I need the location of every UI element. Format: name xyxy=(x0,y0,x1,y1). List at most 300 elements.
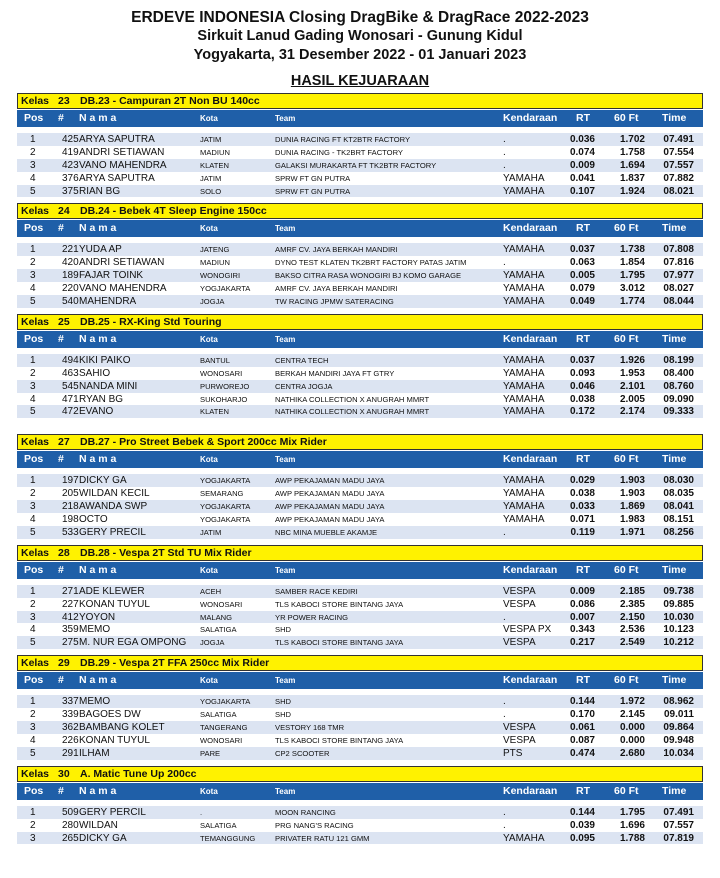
cell-time: 08.044 xyxy=(663,296,694,308)
cell-vehicle: PTS xyxy=(503,747,523,759)
result-row xyxy=(17,487,703,500)
column-header-time: Time xyxy=(662,332,687,345)
cell-rt: 0.079 xyxy=(569,283,595,295)
column-header-ft60: 60 Ft xyxy=(614,563,639,576)
cell-time: 09.738 xyxy=(663,585,694,597)
cell-city: PARE xyxy=(200,748,221,758)
cell-rt: 0.039 xyxy=(569,819,595,831)
cell-city: MADIUN xyxy=(200,258,230,268)
cell-pos: 5 xyxy=(30,637,36,649)
results-rows xyxy=(17,585,703,649)
column-header-time: Time xyxy=(662,222,687,235)
kelas-label: Kelas xyxy=(21,657,50,670)
cell-ft: 1.758 xyxy=(619,146,645,158)
column-header-rt: RT xyxy=(576,563,590,576)
kelas-label: Kelas xyxy=(21,205,50,218)
cell-city: MALANG xyxy=(200,612,233,622)
cell-time: 07.816 xyxy=(663,257,694,269)
cell-time: 08.035 xyxy=(663,488,694,500)
column-header-row xyxy=(17,783,703,800)
cell-vehicle: . xyxy=(503,709,506,721)
result-row xyxy=(17,500,703,513)
column-header-no: # xyxy=(58,332,64,345)
cell-rt: 0.033 xyxy=(569,501,595,513)
cell-pos: 4 xyxy=(30,514,36,526)
cell-vehicle: . xyxy=(503,146,506,158)
cell-no: 375 xyxy=(62,185,79,197)
column-header-no: # xyxy=(58,784,64,797)
cell-vehicle: VESPA xyxy=(503,722,536,734)
cell-time: 08.962 xyxy=(663,696,694,708)
cell-name: DICKY GA xyxy=(79,832,127,844)
cell-team: DUNIA RACING FT KT2BTR FACTORY xyxy=(275,135,411,144)
cell-vehicle: VESPA PX xyxy=(503,624,552,636)
cell-name: WILDAN xyxy=(79,819,118,831)
cell-pos: 2 xyxy=(30,367,36,379)
kelas-label: Kelas xyxy=(21,546,50,559)
cell-name: ILHAM xyxy=(79,747,110,759)
cell-pos: 2 xyxy=(30,257,36,269)
cell-city: SALATIGA xyxy=(200,710,237,720)
cell-name: KIKI PAIKO xyxy=(79,354,131,366)
cell-vehicle: VESPA xyxy=(503,734,536,746)
cell-city: MADIUN xyxy=(200,147,230,157)
cell-city: WONOSARI xyxy=(200,599,243,609)
cell-rt: 0.007 xyxy=(569,611,595,623)
column-header-pos: Pos xyxy=(24,784,44,797)
cell-team: DYNO TEST KLATEN TK2BRT FACTORY PATAS JATIM xyxy=(275,258,467,268)
result-row xyxy=(17,819,703,832)
column-header-pos: Pos xyxy=(24,222,44,235)
cell-ft: 1.696 xyxy=(619,819,645,831)
cell-time: 07.557 xyxy=(663,819,694,831)
column-header-city: Kota xyxy=(200,334,218,344)
cell-ft: 2.005 xyxy=(619,393,645,405)
cell-team: GALAKSI MURAKARTA FT TK2BTR FACTORY xyxy=(275,160,437,170)
column-header-rt: RT xyxy=(576,784,590,797)
column-header-time: Time xyxy=(662,563,687,576)
cell-time: 10.034 xyxy=(663,747,694,759)
class-title-bar xyxy=(17,203,703,219)
result-row xyxy=(17,282,703,295)
cell-no: 545 xyxy=(62,380,79,392)
cell-rt: 0.005 xyxy=(569,270,595,282)
cell-no: 376 xyxy=(62,172,79,184)
class-title-bar xyxy=(17,545,703,561)
cell-name: ANDRI SETIAWAN xyxy=(79,257,165,269)
cell-time: 07.977 xyxy=(663,270,694,282)
cell-time: 08.021 xyxy=(663,185,694,197)
result-row xyxy=(17,611,703,624)
column-header-row xyxy=(17,451,703,468)
cell-city: YOGJAKARTA xyxy=(200,284,251,294)
cell-pos: 5 xyxy=(30,296,36,308)
cell-pos: 3 xyxy=(30,380,36,392)
column-header-time: Time xyxy=(662,674,687,687)
cell-vehicle: YAMAHA xyxy=(503,380,545,392)
cell-name: BAMBANG KOLET xyxy=(79,722,165,734)
cell-city: SUKOHARJO xyxy=(200,394,248,404)
result-row xyxy=(17,354,703,367)
result-row xyxy=(17,708,703,721)
cell-name: M. NUR EGA OMPONG xyxy=(79,637,187,649)
cell-pos: 2 xyxy=(30,598,36,610)
cell-vehicle: . xyxy=(503,696,506,708)
column-header-rt: RT xyxy=(576,332,590,345)
class-section xyxy=(17,203,703,313)
results-rows xyxy=(17,243,703,307)
cell-name: VANO MAHENDRA xyxy=(79,159,167,171)
column-header-no: # xyxy=(58,674,64,687)
cell-no: 197 xyxy=(62,475,79,487)
cell-team: DUNIA RACING - TK2BRT FACTORY xyxy=(275,147,403,157)
column-header-city: Kota xyxy=(200,455,218,465)
cell-time: 07.491 xyxy=(663,134,694,145)
column-header-vehicle: Kendaraan xyxy=(503,112,558,124)
cell-team: PRIVATER RATU 121 GMM xyxy=(275,833,370,843)
cell-rt: 0.144 xyxy=(569,696,595,708)
cell-ft: 1.854 xyxy=(619,257,645,269)
cell-vehicle: VESPA xyxy=(503,598,536,610)
cell-city: YOGJAKARTA xyxy=(200,697,251,707)
class-title-bar xyxy=(17,93,703,109)
cell-name: MEMO xyxy=(79,624,111,636)
column-header-name: N a m a xyxy=(79,332,117,345)
cell-ft: 2.174 xyxy=(619,406,645,418)
cell-no: 280 xyxy=(62,819,79,831)
cell-team: PRG NANG'S RACING xyxy=(275,820,354,830)
column-header-ft60: 60 Ft xyxy=(614,112,639,124)
cell-pos: 1 xyxy=(30,585,36,597)
cell-team: TLS KABOCI STORE BINTANG JAYA xyxy=(275,735,404,745)
cell-city: YOGJAKARTA xyxy=(200,515,251,525)
column-header-rt: RT xyxy=(576,222,590,235)
result-row xyxy=(17,146,703,159)
cell-vehicle: YAMAHA xyxy=(503,270,545,282)
cell-name: AWANDA SWP xyxy=(79,501,148,513)
cell-name: FAJAR TOINK xyxy=(79,270,144,282)
class-section xyxy=(17,766,703,851)
cell-pos: 3 xyxy=(30,501,36,513)
cell-no: 463 xyxy=(62,367,79,379)
cell-pos: 4 xyxy=(30,624,36,636)
cell-pos: 4 xyxy=(30,393,36,405)
cell-rt: 0.144 xyxy=(569,806,595,818)
cell-pos: 1 xyxy=(30,475,36,487)
cell-city: JATIM xyxy=(200,527,222,537)
cell-name: SAHIO xyxy=(79,367,111,379)
result-row xyxy=(17,295,703,308)
class-name: DB.25 - RX-King Std Touring xyxy=(80,315,222,328)
cell-ft: 2.150 xyxy=(619,611,645,623)
results-rows xyxy=(17,474,703,538)
cell-no: 420 xyxy=(62,257,79,269)
cell-no: 220 xyxy=(62,283,79,295)
cell-vehicle: YAMAHA xyxy=(503,475,545,487)
cell-team: SPRW FT GN PUTRA xyxy=(275,186,351,196)
class-title-bar xyxy=(17,655,703,671)
class-number: 28 xyxy=(58,546,70,559)
class-section xyxy=(17,434,703,544)
cell-name: YOYON xyxy=(79,611,116,623)
cell-time: 07.557 xyxy=(663,159,694,171)
cell-vehicle: YAMAHA xyxy=(503,354,545,366)
cell-rt: 0.037 xyxy=(569,354,595,366)
column-header-no: # xyxy=(58,453,64,466)
cell-vehicle: VESPA xyxy=(503,585,536,597)
cell-city: SALATIGA xyxy=(200,820,237,830)
cell-pos: 3 xyxy=(30,611,36,623)
result-row xyxy=(17,380,703,393)
cell-rt: 0.172 xyxy=(569,406,595,418)
cell-name: VANO MAHENDRA xyxy=(79,283,167,295)
cell-rt: 0.049 xyxy=(569,296,595,308)
cell-name: ANDRI SETIAWAN xyxy=(79,146,165,158)
class-name: DB.27 - Pro Street Bebek & Sport 200cc Mix Rider xyxy=(80,436,327,449)
cell-time: 07.819 xyxy=(663,832,694,844)
cell-vehicle: YAMAHA xyxy=(503,172,545,184)
cell-ft: 0.000 xyxy=(619,734,645,746)
cell-rt: 0.009 xyxy=(569,159,595,171)
cell-rt: 0.038 xyxy=(569,393,595,405)
cell-city: KLATEN xyxy=(200,160,229,170)
cell-time: 08.151 xyxy=(663,514,694,526)
cell-name: BAGOES DW xyxy=(79,709,141,721)
cell-rt: 0.119 xyxy=(570,526,595,538)
cell-vehicle: YAMAHA xyxy=(503,185,545,197)
cell-team: AWP PEKAJAMAN MADU JAYA xyxy=(275,476,385,486)
cell-rt: 0.041 xyxy=(569,172,595,184)
cell-pos: 1 xyxy=(30,696,36,708)
cell-city: JOGJA xyxy=(200,297,225,307)
cell-team: AWP PEKAJAMAN MADU JAYA xyxy=(275,502,385,512)
column-header-team: Team xyxy=(275,224,296,234)
cell-time: 08.030 xyxy=(663,475,694,487)
column-header-time: Time xyxy=(662,453,687,466)
column-header-team: Team xyxy=(275,114,296,123)
column-header-ft60: 60 Ft xyxy=(614,332,639,345)
cell-pos: 2 xyxy=(30,709,36,721)
result-row xyxy=(17,474,703,487)
class-name: DB.23 - Campuran 2T Non BU 140cc xyxy=(80,95,260,107)
cell-ft: 1.788 xyxy=(619,832,645,844)
cell-pos: 5 xyxy=(30,747,36,759)
result-row xyxy=(17,513,703,526)
cell-name: GERY PRECIL xyxy=(79,526,146,538)
cell-pos: 4 xyxy=(30,283,36,295)
cell-name: NANDA MINI xyxy=(79,380,138,392)
cell-name: YUDA AP xyxy=(79,244,122,256)
class-section xyxy=(17,314,703,424)
cell-pos: 4 xyxy=(30,172,36,184)
cell-city: ACEH xyxy=(200,586,222,596)
column-header-rt: RT xyxy=(576,453,590,466)
column-header-name: N a m a xyxy=(79,453,117,466)
cell-ft: 1.795 xyxy=(619,806,645,818)
column-header-team: Team xyxy=(275,565,296,575)
cell-ft: 1.903 xyxy=(619,488,645,500)
column-header-team: Team xyxy=(275,334,296,344)
cell-ft: 1.702 xyxy=(619,134,645,145)
cell-ft: 2.145 xyxy=(619,709,645,721)
column-header-no: # xyxy=(58,563,64,576)
cell-ft: 1.903 xyxy=(619,475,645,487)
cell-rt: 0.217 xyxy=(569,637,595,649)
cell-vehicle: . xyxy=(503,159,506,171)
cell-vehicle: YAMAHA xyxy=(503,832,545,844)
cell-time: 09.333 xyxy=(663,406,694,418)
cell-pos: 2 xyxy=(30,146,36,158)
cell-team: AMRF CV. JAYA BERKAH MANDIRI xyxy=(275,245,398,255)
cell-vehicle: YAMAHA xyxy=(503,283,545,295)
cell-no: 472 xyxy=(62,406,79,418)
class-title-bar xyxy=(17,434,703,450)
result-row xyxy=(17,721,703,734)
column-header-ft60: 60 Ft xyxy=(614,674,639,687)
cell-time: 08.027 xyxy=(663,283,694,295)
results-rows xyxy=(17,695,703,759)
result-row xyxy=(17,256,703,269)
column-header-city: Kota xyxy=(200,114,218,123)
cell-city: JATIM xyxy=(200,135,222,144)
column-header-city: Kota xyxy=(200,676,218,686)
class-number: 23 xyxy=(58,95,70,107)
class-title-bar xyxy=(17,314,703,330)
results-rows xyxy=(17,354,703,418)
cell-ft: 1.738 xyxy=(619,244,645,256)
column-header-vehicle: Kendaraan xyxy=(503,222,558,235)
column-header-ft60: 60 Ft xyxy=(614,784,639,797)
cell-name: OCTO xyxy=(79,514,108,526)
cell-rt: 0.343 xyxy=(569,624,595,636)
cell-city: YOGJAKARTA xyxy=(200,502,251,512)
cell-time: 09.011 xyxy=(663,709,694,721)
cell-vehicle: . xyxy=(503,611,506,623)
cell-no: 218 xyxy=(62,501,79,513)
cell-no: 339 xyxy=(62,709,79,721)
cell-ft: 1.694 xyxy=(619,159,645,171)
column-header-no: # xyxy=(58,222,64,235)
cell-team: CP2 SCOOTER xyxy=(275,748,330,758)
cell-no: 275 xyxy=(62,637,79,649)
result-row xyxy=(17,159,703,172)
result-row xyxy=(17,405,703,418)
results-list xyxy=(0,93,720,850)
cell-no: 189 xyxy=(62,270,79,282)
cell-ft: 2.101 xyxy=(619,380,645,392)
cell-no: 509 xyxy=(62,806,79,818)
column-header-row xyxy=(17,562,703,579)
cell-no: 419 xyxy=(62,146,79,158)
column-header-team: Team xyxy=(275,455,296,465)
column-header-no: # xyxy=(58,112,64,124)
cell-name: MEMO xyxy=(79,696,111,708)
cell-no: 540 xyxy=(62,296,79,308)
cell-ft: 0.000 xyxy=(619,722,645,734)
cell-time: 09.090 xyxy=(663,393,694,405)
cell-ft: 1.983 xyxy=(619,514,645,526)
cell-team: AMRF CV. JAYA BERKAH MANDIRI xyxy=(275,284,398,294)
column-header-rt: RT xyxy=(576,674,590,687)
cell-pos: 1 xyxy=(30,134,36,145)
result-row xyxy=(17,747,703,760)
column-header-vehicle: Kendaraan xyxy=(503,453,558,466)
cell-vehicle: YAMAHA xyxy=(503,367,545,379)
cell-city: . xyxy=(200,807,203,817)
cell-rt: 0.074 xyxy=(569,146,595,158)
cell-time: 08.400 xyxy=(663,367,694,379)
column-header-row xyxy=(17,331,703,348)
cell-team: AWP PEKAJAMAN MADU JAYA xyxy=(275,515,385,525)
cell-time: 08.760 xyxy=(663,380,694,392)
cell-vehicle: . xyxy=(503,257,506,269)
cell-vehicle: . xyxy=(503,806,506,818)
cell-vehicle: . xyxy=(503,526,506,538)
cell-team: BAKSO CITRA RASA WONOGIRI BJ KOMO GARAGE xyxy=(275,271,462,281)
cell-team: SPRW FT GN PUTRA xyxy=(275,173,351,183)
cell-ft: 1.971 xyxy=(619,526,645,538)
cell-ft: 1.924 xyxy=(619,185,645,197)
cell-time: 07.882 xyxy=(663,172,694,184)
cell-ft: 1.774 xyxy=(619,296,645,308)
cell-city: KLATEN xyxy=(200,407,229,417)
cell-rt: 0.474 xyxy=(569,747,595,759)
cell-no: 423 xyxy=(62,159,79,171)
cell-pos: 1 xyxy=(30,806,36,818)
cell-time: 10.212 xyxy=(663,637,694,649)
cell-no: 198 xyxy=(62,514,79,526)
kelas-label: Kelas xyxy=(21,436,50,449)
cell-name: GERY PERCIL xyxy=(79,806,146,818)
cell-team: TLS KABOCI STORE BINTANG JAYA xyxy=(275,599,404,609)
cell-rt: 0.086 xyxy=(569,598,595,610)
column-header-vehicle: Kendaraan xyxy=(503,784,558,797)
cell-ft: 2.549 xyxy=(619,637,645,649)
cell-pos: 3 xyxy=(30,832,36,844)
cell-city: TANGERANG xyxy=(200,723,248,733)
cell-team: YR POWER RACING xyxy=(275,612,348,622)
column-header-time: Time xyxy=(662,112,687,124)
cell-team: NATHIKA COLLECTION X ANUGRAH MMRT xyxy=(275,394,430,404)
result-row xyxy=(17,623,703,636)
kelas-label: Kelas xyxy=(21,315,50,328)
cell-name: ADE KLEWER xyxy=(79,585,145,597)
cell-vehicle: . xyxy=(503,134,506,145)
cell-city: PURWOREJO xyxy=(200,381,250,391)
cell-pos: 1 xyxy=(30,244,36,256)
cell-time: 09.864 xyxy=(663,722,694,734)
result-row xyxy=(17,806,703,819)
cell-rt: 0.107 xyxy=(569,185,595,197)
column-header-name: N a m a xyxy=(79,784,117,797)
class-section xyxy=(17,655,703,765)
cell-time: 10.030 xyxy=(663,611,694,623)
column-header-vehicle: Kendaraan xyxy=(503,674,558,687)
cell-ft: 2.185 xyxy=(619,585,645,597)
column-header-vehicle: Kendaraan xyxy=(503,332,558,345)
cell-name: RYAN BG xyxy=(79,393,124,405)
cell-ft: 2.680 xyxy=(619,747,645,759)
cell-rt: 0.046 xyxy=(569,380,595,392)
cell-city: JOGJA xyxy=(200,638,225,648)
column-header-time: Time xyxy=(662,784,687,797)
cell-vehicle: YAMAHA xyxy=(503,488,545,500)
cell-rt: 0.037 xyxy=(569,244,595,256)
cell-vehicle: VESPA xyxy=(503,637,536,649)
column-header-team: Team xyxy=(275,676,296,686)
cell-ft: 1.795 xyxy=(619,270,645,282)
cell-time: 09.885 xyxy=(663,598,694,610)
